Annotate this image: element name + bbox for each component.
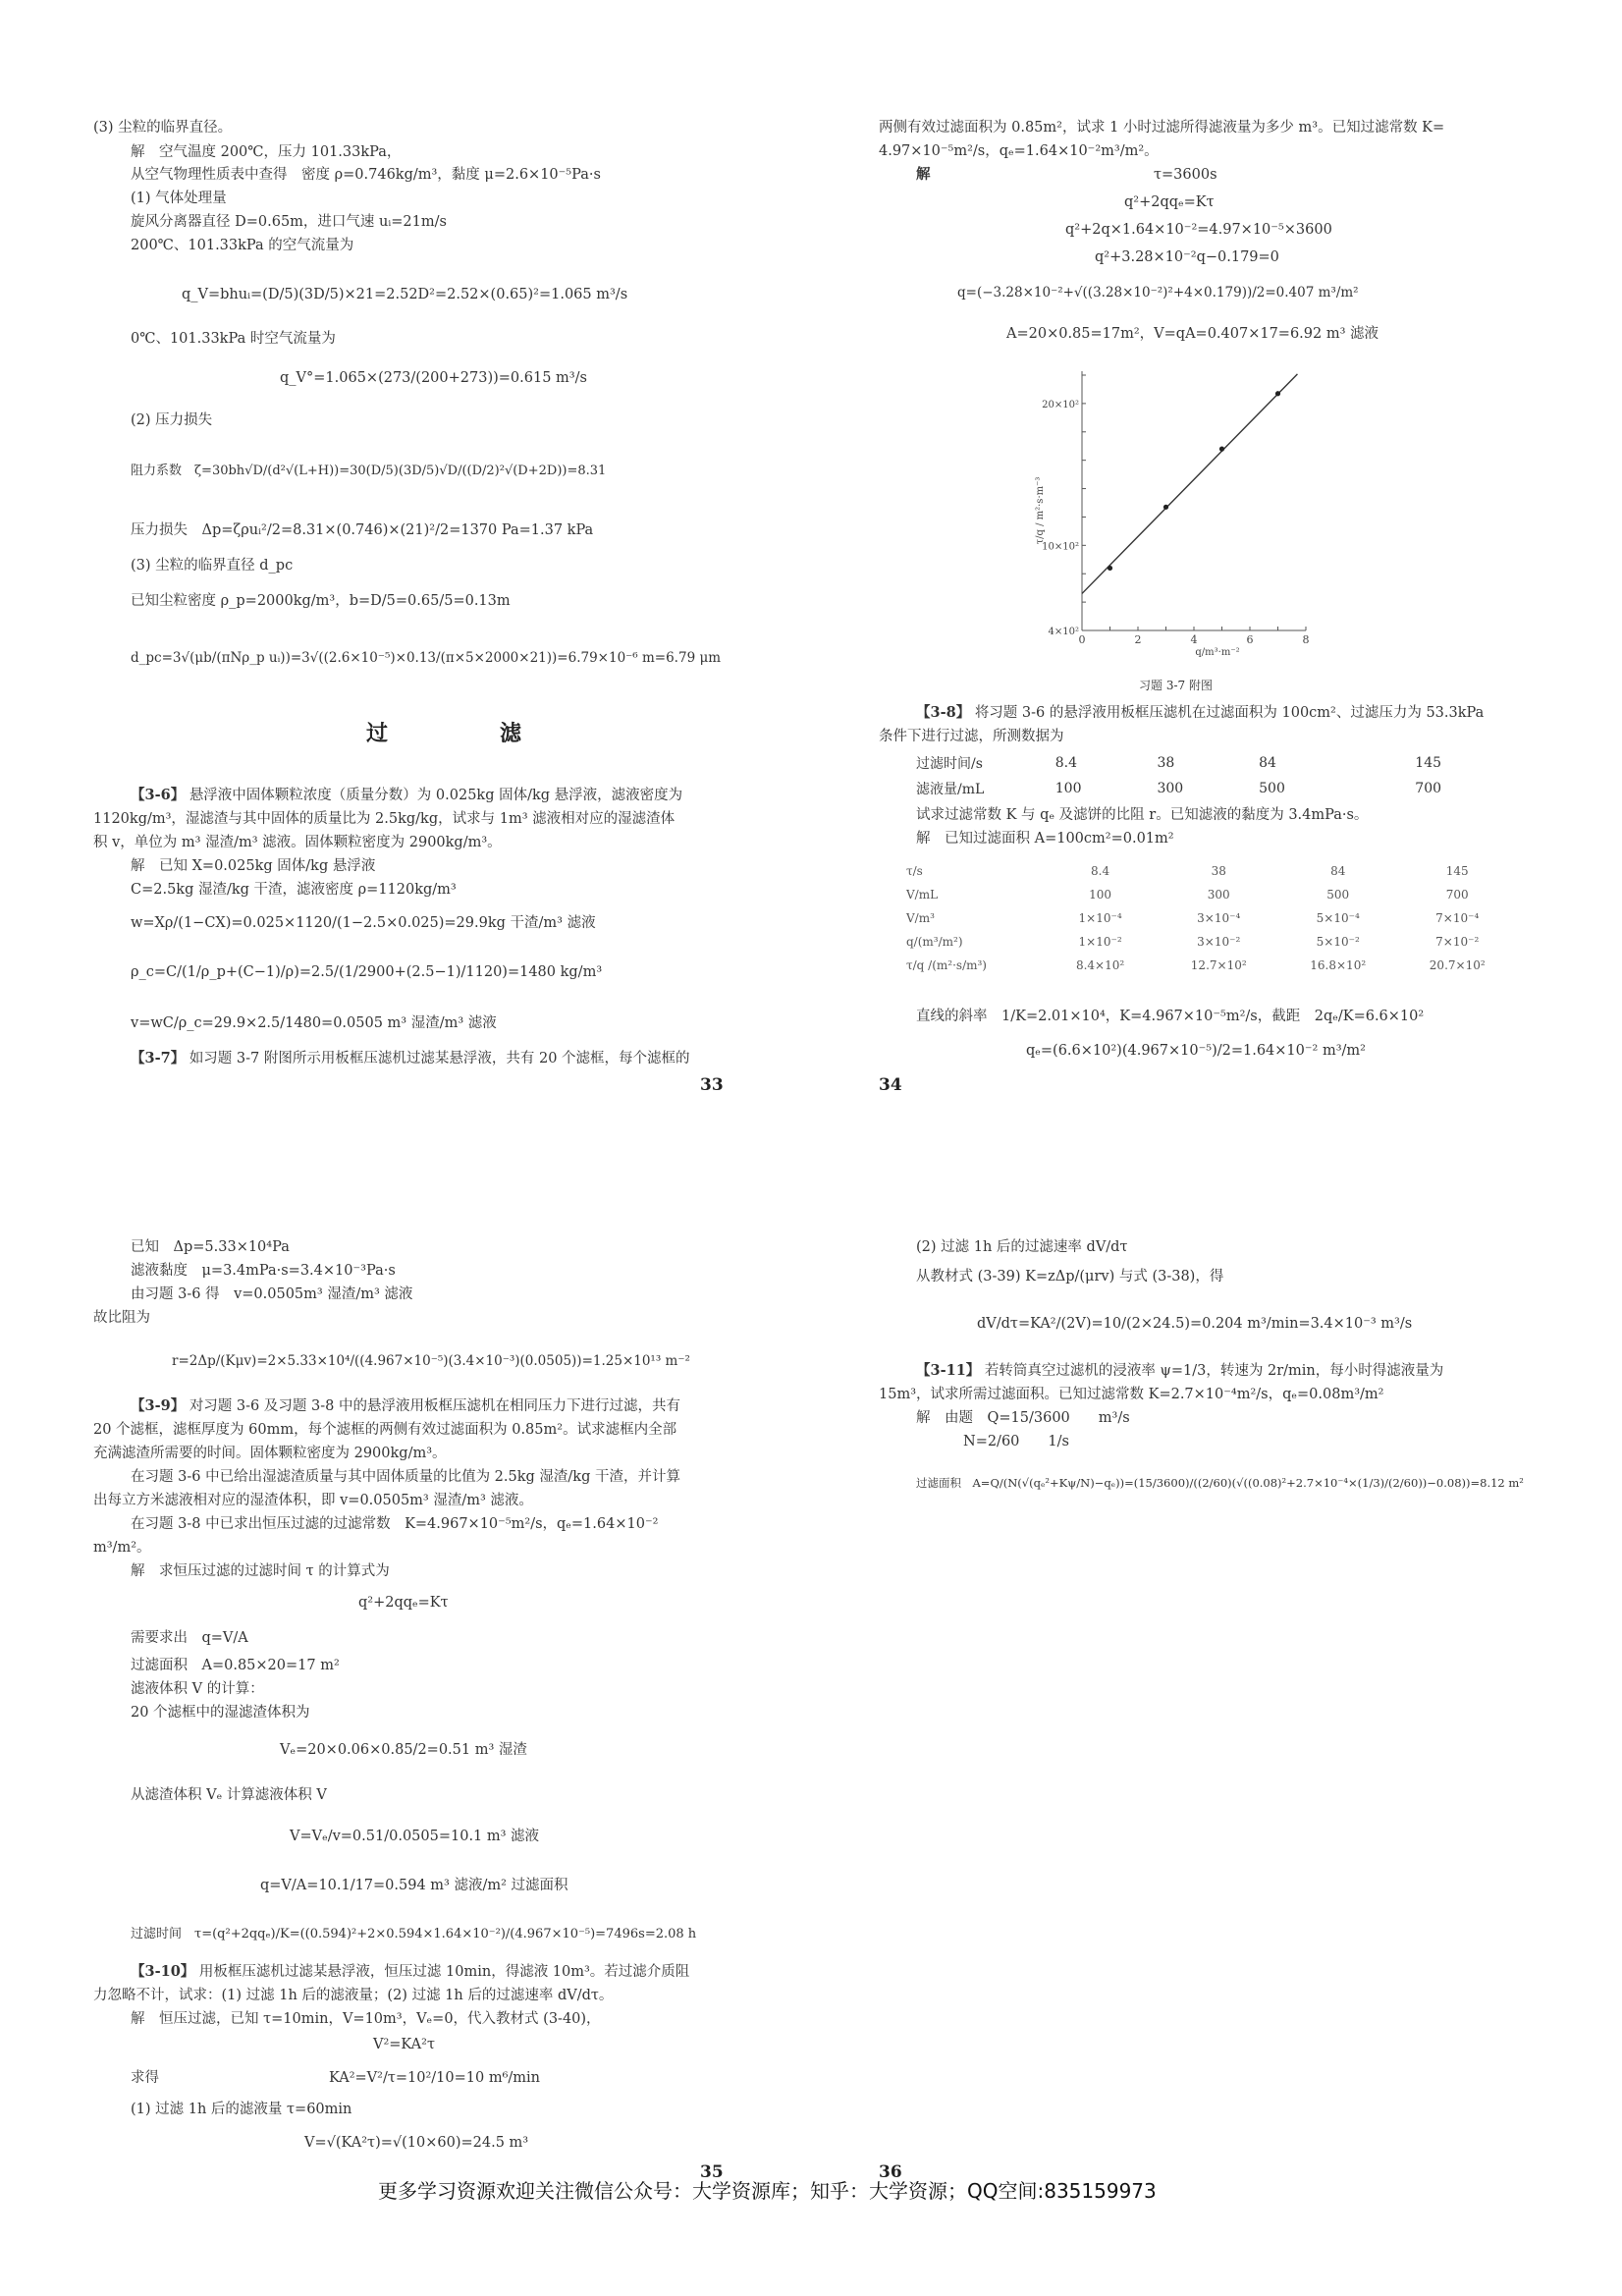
text-line: 从空气物理性质表中查得 密度 ρ=0.746kg/m³，黏度 μ=2.6×10⁻⁵Pa·s (131, 167, 601, 183)
data-point (1163, 505, 1168, 510)
text-line: 出每立方米滤液相对应的湿渣体积，即 v=0.0505m³ 湿渣/m³ 滤液。 (93, 1493, 533, 1508)
text-line: 两侧有效过滤面积为 0.85m²，试求 1 小时过滤所得滤液量为多少 m³。已知过滤常数 K= (879, 120, 1445, 136)
text-line: m³/m²。 (93, 1540, 151, 1556)
cell: 20.7×10² (1429, 958, 1486, 972)
table-row (906, 906, 1517, 930)
row-label: 过滤时间/s (916, 756, 983, 772)
problem-tag (916, 703, 1484, 723)
equation: q²+2qqₑ=Kτ (358, 1595, 449, 1611)
equation: q²+2q×1.64×10⁻²=4.97×10⁻⁵×3600 (1065, 222, 1332, 238)
problem-tag (131, 786, 682, 805)
footer-banner: 更多学习资源欢迎关注微信公众号：大学资源库；知乎：大学资源；QQ空间:835159973 (378, 2179, 1157, 2203)
text-line: 解 已知 X=0.025kg 固体/kg 悬浮液 (131, 858, 376, 874)
text-line: (3) 尘粒的临界直径 d_pc (131, 558, 294, 574)
text-line: 15m³，试求所需过滤面积。已知过滤常数 K=2.7×10⁻⁴m²/s，qₑ=0.08m³/m² (879, 1387, 1384, 1402)
cell: 16.8×10² (1310, 958, 1367, 972)
cell: 38 (1211, 864, 1226, 878)
y-tick-label: 4×10² (1048, 627, 1079, 637)
row-label: 滤液量/mL (916, 782, 985, 797)
problem-tag (131, 1396, 680, 1416)
equation: q_V=bhuᵢ=(D/5)(3D/5)×21=2.52D²=2.52×(0.65)²=1.065 m³/s (182, 287, 628, 302)
data-point (1108, 566, 1112, 571)
table-row (906, 883, 1517, 906)
text-line: 旋风分离器直径 D=0.65m，进口气速 uᵢ=21m/s (131, 214, 447, 230)
equation: q²+2qqₑ=Kτ (1124, 194, 1215, 210)
equation: qₑ=(6.6×10²)(4.967×10⁻⁵)/2=1.64×10⁻² m³/m² (1026, 1043, 1366, 1059)
text-line: 在习题 3-6 中已给出湿滤渣质量与其中固体质量的比值为 2.5kg 湿渣/kg 干渣，并计算 (131, 1469, 680, 1485)
y-tick-label: 20×10² (1042, 399, 1079, 410)
text-line: (3) 尘粒的临界直径。 (93, 120, 233, 136)
problem-number: 【3-8】 (916, 704, 971, 721)
equation: 压力损失 Δp=ζρuᵢ²/2=8.31×(0.746)×(21)²/2=1370 Pa=1.37 kPa (131, 522, 594, 538)
cell: 5×10⁻⁴ (1316, 911, 1360, 925)
equation: 阻力系数 ζ=30bh√D/(d²√(L+H))=30(D/5)(3D/5)√D/((D/2)²√(D+2D))=8.31 (131, 464, 607, 478)
text-line: 充满滤渣所需要的时间。固体颗粒密度为 2900kg/m³。 (93, 1446, 447, 1461)
equation: v=wC/ρ_c=29.9×2.5/1480=0.0505 m³ 湿渣/m³ 滤液 (131, 1015, 497, 1031)
cell: 100 (1054, 781, 1082, 796)
x-tick-label: 6 (1246, 633, 1254, 646)
equation: 过滤时间 τ=(q²+2qqₑ)/K=((0.594)²+2×0.594×1.64×10⁻²)/(4.967×10⁻⁵)=7496s=2.08 h (131, 1927, 697, 1941)
problem-text: 如习题 3-7 附图所示用板框压滤机过滤某悬浮液，共有 20 个滤框，每个滤框的 (189, 1051, 690, 1066)
text-line: 解 求恒压过滤的过滤时间 τ 的计算式为 (131, 1563, 390, 1579)
fit-line (1082, 374, 1297, 594)
text-line: 从滤渣体积 Vₑ 计算滤液体积 V (131, 1787, 327, 1803)
equation: V²=KA²τ (373, 2037, 435, 2052)
cell: 3×10⁻⁴ (1197, 911, 1241, 925)
problem-text: 悬浮液中固体颗粒浓度（质量分数）为 0.025kg 固体/kg 悬浮液，滤液密度为 (189, 788, 683, 803)
page-number: 36 (879, 2162, 902, 2182)
x-tick-label: 2 (1134, 633, 1142, 646)
equation: V=√(KA²τ)=√(10×60)=24.5 m³ (304, 2135, 529, 2151)
x-tick-label: 8 (1302, 633, 1310, 646)
page-number: 35 (700, 2162, 724, 2182)
text-line: 由习题 3-6 得 v=0.0505m³ 湿渣/m³ 滤液 (131, 1286, 413, 1302)
equation: 已知尘粒密度 ρ_p=2000kg/m³，b=D/5=0.65/5=0.13m (131, 593, 511, 609)
text-line: 0℃、101.33kPa 时空气流量为 (131, 331, 336, 347)
cell: 100 (1089, 888, 1112, 902)
cell: 7×10⁻² (1435, 935, 1480, 949)
text-line: 20 个滤框中的湿滤渣体积为 (131, 1705, 310, 1721)
cell: 500 (1326, 888, 1350, 902)
page-number: 33 (700, 1075, 724, 1095)
text-line: 在习题 3-8 中已求出恒压过滤的过滤常数 K=4.967×10⁻⁵m²/s，qₑ=1.64×10⁻² (131, 1516, 659, 1532)
text-line: 求得 (131, 2070, 159, 2086)
text-line: 滤液体积 V 的计算： (131, 1681, 264, 1697)
row-label: q/(m³/m²) (906, 935, 963, 949)
solution-label: 解 (916, 166, 931, 183)
text-line: 4.97×10⁻⁵m²/s，qₑ=1.64×10⁻²m³/m²。 (879, 143, 1159, 159)
page-number: 34 (879, 1075, 902, 1095)
problem-number: 【3-9】 (131, 1397, 186, 1414)
cell: 700 (1445, 888, 1469, 902)
text-line: (2) 压力损失 (131, 412, 213, 428)
problem-text: 若转筒真空过滤机的浸液率 ψ=1/3，转速为 2r/min，每小时得滤液量为 (984, 1363, 1444, 1379)
cell: 7×10⁻⁴ (1435, 911, 1480, 925)
cell: 3×10⁻² (1197, 935, 1241, 949)
table-row (906, 954, 1517, 977)
equation: Vₑ=20×0.06×0.85/2=0.51 m³ 湿渣 (280, 1742, 527, 1758)
text-line: 力忽略不计，试求：(1) 过滤 1h 后的滤液量；(2) 过滤 1h 后的过滤速率 dV/dτ。 (93, 1988, 614, 2003)
equation: A=20×0.85=17m²，V=qA=0.407×17=6.92 m³ 滤液 (1006, 326, 1379, 342)
problem-tag (131, 1962, 689, 1982)
calc-table (906, 859, 1517, 977)
y-tick-label: 10×10² (1042, 541, 1079, 553)
table-row (906, 930, 1517, 954)
equation: 过滤面积 A=0.85×20=17 m² (131, 1658, 340, 1673)
text-line: 故比阻为 (93, 1310, 150, 1326)
text-line: 解 恒压过滤，已知 τ=10min，V=10m³，Vₑ=0，代入教材式 (3-40)， (131, 2011, 601, 2027)
table-row (916, 776, 1517, 801)
cell: 1×10⁻⁴ (1078, 911, 1122, 925)
row-label: τ/s (906, 864, 923, 878)
problem-text: 对习题 3-6 及习题 3-8 中的悬浮液用板框压滤机在相同压力下进行过滤，共有 (189, 1398, 680, 1414)
cell: 8.4×10² (1075, 958, 1125, 972)
cell: 8.4 (1054, 755, 1078, 771)
text-line: (2) 过滤 1h 后的过滤速率 dV/dτ (916, 1239, 1128, 1255)
equation: τ=3600s (1154, 167, 1217, 183)
problem-tag (916, 1361, 1443, 1381)
equation: q=V/A=10.1/17=0.594 m³ 滤液/m² 过滤面积 (260, 1878, 568, 1893)
equation: d_pc=3√(μb/(πNρ_p uᵢ))=3√((2.6×10⁻⁵)×0.13/(π×5×2000×21))=6.79×10⁻⁶ m=6.79 μm (131, 650, 722, 666)
equation: q_V°=1.065×(273/(200+273))=0.615 m³/s (280, 370, 587, 386)
text-line: 解 空气温度 200℃，压力 101.33kPa， (131, 144, 402, 160)
text-line: (1) 气体处理量 (131, 191, 227, 206)
text-line: C=2.5kg 湿渣/kg 干渣，滤液密度 ρ=1120kg/m³ (131, 882, 457, 898)
y-axis-label: τ/q / m²·s·m⁻³ (1035, 476, 1046, 545)
x-tick-label: 4 (1190, 633, 1198, 646)
problem-number: 【3-10】 (131, 1963, 195, 1980)
text-line: 滤液黏度 μ=3.4mPa·s=3.4×10⁻³Pa·s (131, 1263, 396, 1279)
text-line: 条件下进行过滤，所测数据为 (879, 729, 1064, 744)
section-title: 过 滤 (366, 721, 568, 746)
cell: 300 (1207, 888, 1230, 902)
cell: 145 (1415, 755, 1442, 771)
text-line: 20 个滤框，滤框厚度为 60mm，每个滤框的两侧有效过滤面积为 0.85m²。试求滤框内全部 (93, 1422, 677, 1438)
problem-number: 【3-7】 (131, 1050, 186, 1066)
text-line: 积 v，单位为 m³ 湿渣/m³ 滤液。固体颗粒密度为 2900kg/m³。 (93, 835, 502, 850)
text-line: 解 由题 Q=15/3600 m³/s (916, 1410, 1130, 1426)
chart-3-7 (1021, 363, 1355, 658)
equation: V=Vₑ/v=0.51/0.0505=10.1 m³ 滤液 (290, 1829, 540, 1844)
equation: dV/dτ=KA²/(2V)=10/(2×24.5)=0.204 m³/min=3.4×10⁻³ m³/s (977, 1316, 1413, 1332)
cell: 5×10⁻² (1316, 935, 1360, 949)
table-row (906, 859, 1517, 883)
data-point (1219, 447, 1224, 452)
figure-caption: 习题 3-7 附图 (1139, 679, 1213, 692)
equation: ρ_c=C/(1/ρ_p+(C−1)/ρ)=2.5/(1/2900+(2.5−1)/1120)=1480 kg/m³ (131, 964, 603, 980)
equation: 直线的斜率 1/K=2.01×10⁴，K=4.967×10⁻⁵m²/s，截距 2qₑ/K=6.6×10² (916, 1009, 1425, 1024)
equation: 需要求出 q=V/A (131, 1630, 248, 1646)
data-point (1275, 391, 1280, 396)
cell: 500 (1259, 781, 1285, 796)
x-axis-label: q/m³·m⁻² (1195, 647, 1240, 658)
text-line: 解 已知过滤面积 A=100cm²=0.01m² (916, 831, 1174, 847)
text-line: N=2/60 1/s (963, 1434, 1069, 1449)
row-label: V/m³ (906, 911, 935, 925)
text-line: (1) 过滤 1h 后的滤液量 τ=60min (131, 2102, 352, 2117)
problem-text: 将习题 3-6 的悬浮液用板框压滤机在过滤面积为 100cm²、过滤压力为 53.3kPa (974, 705, 1485, 721)
cell: 84 (1330, 864, 1346, 878)
equation: q=(−3.28×10⁻²+√((3.28×10⁻²)²+4×0.179))/2=0.407 m³/m² (957, 285, 1359, 301)
x-tick-label: 0 (1078, 633, 1086, 646)
equation: r=2Δp/(Kμv)=2×5.33×10⁴/((4.967×10⁻⁵)(3.4×10⁻³)(0.0505))=1.25×10¹³ m⁻² (172, 1353, 690, 1369)
equation: w=Xρ/(1−CX)=0.025×1120/(1−2.5×0.025)=29.9kg 干渣/m³ 滤液 (131, 915, 596, 931)
text-line: 试求过滤常数 K 与 qₑ 及滤饼的比阻 r。已知滤液的黏度为 3.4mPa·s。 (916, 807, 1369, 823)
cell: 84 (1259, 755, 1276, 771)
problem-text: 用板框压滤机过滤某悬浮液，恒压过滤 10min，得滤液 10m³。若过滤介质阻 (198, 1964, 690, 1980)
data-table (916, 750, 1517, 801)
equation: KA²=V²/τ=10²/10=10 m⁶/min (329, 2070, 541, 2086)
text-line: 200℃、101.33kPa 的空气流量为 (131, 238, 354, 253)
table-row (916, 750, 1517, 776)
equation: q²+3.28×10⁻²q−0.179=0 (1095, 249, 1279, 265)
text-line: 1120kg/m³，湿滤渣与其中固体的质量比为 2.5kg/kg，试求与 1m³ 滤液相对应的湿滤渣体 (93, 811, 676, 827)
problem-tag (131, 1049, 690, 1068)
cell: 38 (1157, 755, 1175, 771)
text-line: 从教材式 (3-39) K=zΔp/(μrv) 与式 (3-38)，得 (916, 1269, 1224, 1285)
text-line: 已知 Δp=5.33×10⁴Pa (131, 1239, 290, 1255)
cell: 700 (1415, 781, 1442, 796)
cell: 145 (1445, 864, 1469, 878)
equation: 过滤面积 A=Q/(N(√(qₑ²+Kψ/N)−qₑ))=(15/3600)/((2/60)(√((0.08)²+2.7×10⁻⁴×(1/3)/(2/60))−0.08))=8.12 m² (916, 1476, 1524, 1490)
problem-number: 【3-6】 (131, 787, 186, 803)
cell: 8.4 (1091, 864, 1110, 878)
problem-number: 【3-11】 (916, 1362, 981, 1379)
row-label: τ/q /(m²·s/m³) (906, 958, 987, 972)
cell: 12.7×10² (1190, 958, 1247, 972)
row-label: V/mL (906, 888, 939, 902)
cell: 300 (1157, 781, 1184, 796)
cell: 1×10⁻² (1078, 935, 1122, 949)
